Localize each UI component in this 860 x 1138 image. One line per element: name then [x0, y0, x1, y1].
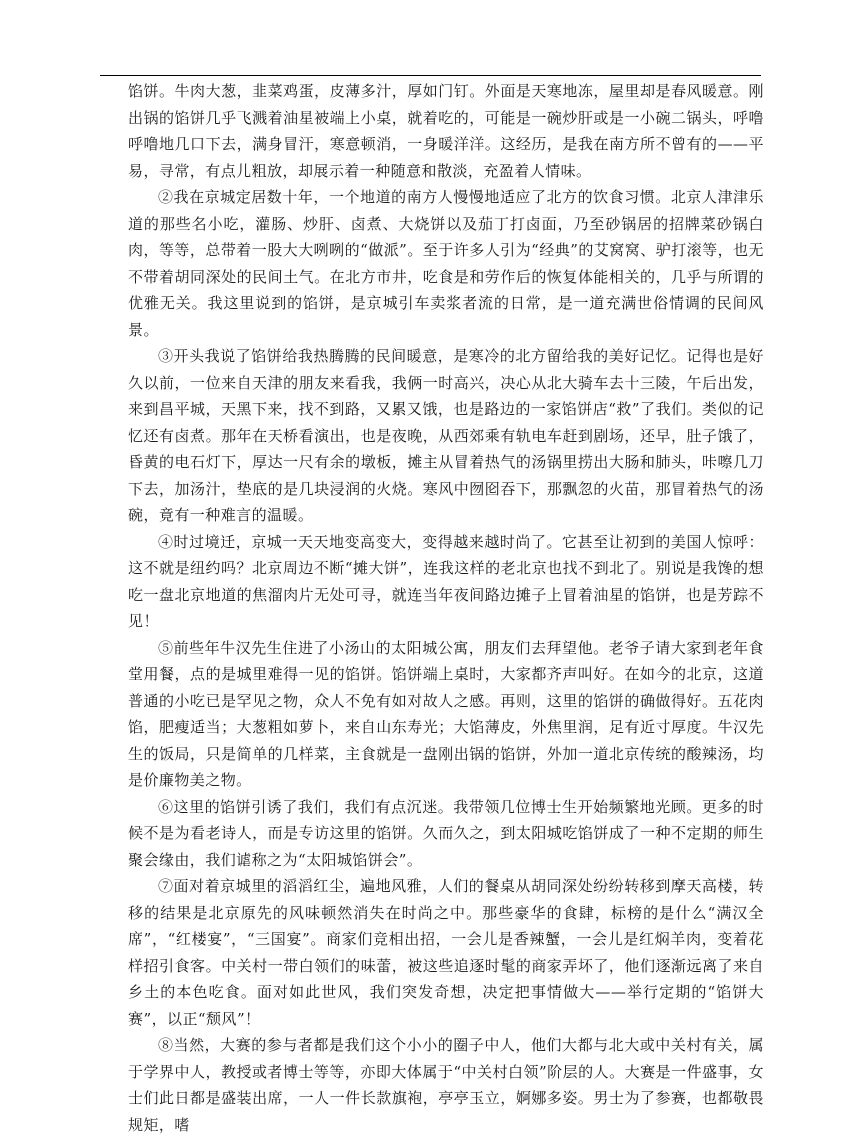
- paragraph-3: ③开头我说了馅饼给我热腾腾的民间暖意，是寒冷的北方留给我的美好记忆。记得也是好久以前，一位来自天津的朋友来看我，我俩一时高兴，决心从北大骑车去十三陵，午后出发，来到昌平城，天黑下来，找不到路，又累又饿，也是路边的一家馅饼店“救”了我们。类似的记忆还有卤煮。那年在天桥看演出，也是夜晚，从西郊乘有轨电车赶到剧场，还早，肚子饿了，昏黄的电石灯下，厚达一尺有余的墩板，摊主从冒着热气的汤锅里捞出大肠和肺头，咔嚓几刀下去，加汤汁，垫底的是几块浸润的火烧。寒风中囫囵吞下，那飘忽的火苗，那冒着热气的汤碗，竟有一种难言的温暖。: [128, 347, 764, 524]
- article-body: [128, 78, 764, 1138]
- paragraph-continued: 馅饼。牛肉大葱，韭菜鸡蛋，皮薄多汁，厚如门钉。外面是天寒地冻，屋里却是春风暖意。刚出锅的馅饼几乎飞溅着油星被端上小桌，就着吃的，可能是一碗炒肝或是一小碗二锅头，呼噜呼噜地几口下去，满身冒汗，寒意顿消，一身暖洋洋。这经历，是我在南方所不曾有的——平易，寻常，有点儿粗放，却展示着一种随意和散淡，充盈着人情味。: [128, 82, 764, 180]
- paragraph-2: ②我在京城定居数十年，一个地道的南方人慢慢地适应了北方的饮食习惯。北京人津津乐道的那些名小吃，灌肠、炒肝、卤煮、大烧饼以及茄丁打卤面，乃至砂锅居的招牌菜砂锅白肉，等等，总带着一股大大咧咧的“做派”。至于许多人引为“经典”的艾窝窝、驴打滚等，也无不带着胡同深处的民间土气。在北方市井，吃食是和劳作后的恢复体能相关的，几乎与所谓的优雅无关。我这里说到的馅饼，是京城引车卖浆者流的日常，是一道充满世俗情调的民间风景。: [128, 188, 764, 339]
- paragraph-7: ⑦面对着京城里的滔滔红尘，遍地风雅，人们的餐桌从胡同深处纷纷转移到摩天高楼，转移的结果是北京原先的风味顿然消失在时尚之中。那些豪华的食肆，标榜的是什么“满汉全席”，“红楼宴”，“三国宴”。商家们竞相出招，一会儿是香辣蟹，一会儿是红焖羊肉，变着花样招引食客。中关村一带白领们的味蕾，被这些追逐时髦的商家弄坏了，他们逐渐远离了来自乡土的本色吃食。面对如此世风，我们突发奇想，决定把事情做大——举行定期的“馅饼大赛”，以正“颓风”！: [128, 877, 764, 1028]
- paragraph-8: ⑧当然，大赛的参与者都是我们这个小小的圈子中人，他们大都与北大或中关村有关，属于学界中人，教授或者博士等等，亦即大体属于“中关村白领”阶层的人。大赛是一件盛事，女士们此日都是盛装出席，一人一件长款旗袍，亭亭玉立，婀娜多姿。男士为了参赛，也都敬畏规矩，嗜: [128, 1036, 764, 1134]
- paragraph-6: ⑥这里的馅饼引诱了我们，我们有点沉迷。我带领几位博士生开始频繁地光顾。更多的时候不是为看老诗人，而是专访这里的馅饼。久而久之，到太阳城吃馅饼成了一种不定期的师生聚会缘由，我们谑称之为“太阳城馅饼会”。: [128, 797, 764, 869]
- paragraph-5: ⑤前些年牛汉先生住进了小汤山的太阳城公寓，朋友们去拜望他。老爷子请大家到老年食堂用餐，点的是城里难得一见的馅饼。馅饼端上桌时，大家都齐声叫好。在如今的北京，这道普通的小吃已是罕见之物，众人不免有如对故人之感。再则，这里的馅饼的确做得好。五花肉馅，肥瘦适当；大葱粗如萝卜，来自山东寿光；大馅薄皮，外焦里润，足有近寸厚度。牛汉先生的饭局，只是简单的几样菜，主食就是一盘刚出锅的馅饼，外加一道北京传统的酸辣汤，均是价廉物美之物。: [128, 638, 764, 789]
- paragraph-4: ④时过境迁，京城一天天地变高变大，变得越来越时尚了。它甚至让初到的美国人惊呼：这不就是纽约吗？北京周边不断“摊大饼”，连我这样的老北京也找不到北了。别说是我馋的想吃一盘北京地道的焦溜肉片无处可寻，就连当年夜间路边摊子上冒着油星的馅饼，也是芳踪不见！: [128, 532, 764, 630]
- header-rule: [100, 75, 761, 76]
